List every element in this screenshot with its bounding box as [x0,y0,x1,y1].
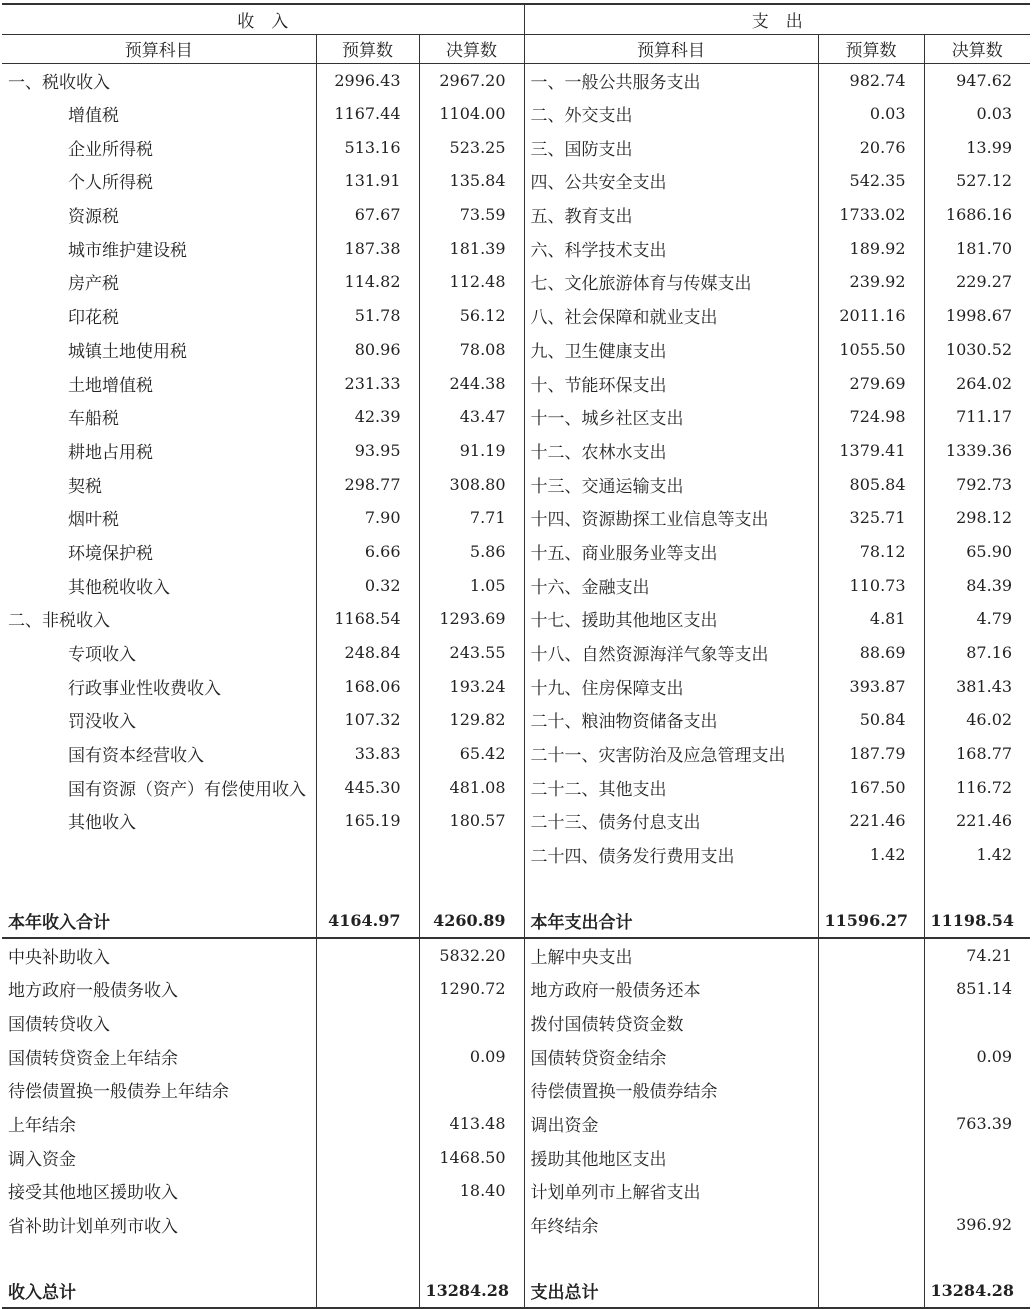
expense-final: 84.39 [966,575,1013,595]
table-row [2,568,1030,602]
table-row [2,333,1030,367]
income-transfer-item: 国债转贷收入 [2,1006,316,1040]
empty-cell [818,1107,924,1141]
spacer-cell [2,1241,316,1274]
income-item: 房产税 [2,265,316,299]
income-budget: 114.82 [316,265,419,299]
income-final: 244.38 [419,366,524,400]
expense-budget: 0.03 [818,97,924,131]
income-budget: 2996.43 [316,63,419,97]
expense-item: 十七、援助其他地区支出 [524,602,818,636]
expense-transfer-item: 援助其他地区支出 [524,1140,818,1174]
table-row [2,299,1030,333]
expense-transfer-item: 待偿债置换一般债券结余 [524,1073,818,1107]
expense-final: 947.62 [956,70,1013,90]
expense-transfer-item: 调出资金 [524,1107,818,1141]
income-transfer-item: 待偿债置换一般债券上年结余 [2,1073,316,1107]
expense-budget: 167.50 [818,770,924,804]
expense-transfer-item: 计划单列市上解省支出 [524,1174,818,1208]
income-transfer-item: 调入资金 [2,1140,316,1174]
income-item: 二、非税收入 [2,602,316,636]
spacer-cell [524,872,818,905]
expense-item: 四、公共安全支出 [524,164,818,198]
expense-transfer-item: 年终结余 [524,1208,818,1242]
empty-cell [818,1006,924,1040]
expense-grand-total-label: 支出总计 [524,1274,818,1308]
expense-item: 十四、资源勘探工业信息等支出 [524,501,818,535]
expense-final: 13.99 [966,137,1013,157]
income-final: 112.48 [419,265,524,299]
income-budget: 445.30 [316,770,419,804]
grand-total-row [2,1274,1030,1308]
table-row [2,804,1030,838]
expense-final: 221.46 [956,811,1013,831]
expense-item: 五、教育支出 [524,198,818,232]
income-transfer-final: 0.09 [419,1039,524,1073]
expense-transfer-item: 地方政府一般债务还本 [524,972,818,1006]
income-budget: 187.38 [316,231,419,265]
income-budget: 7.90 [316,501,419,535]
income-budget: 42.39 [316,400,419,434]
income-budget: 6.66 [316,535,419,569]
income-final: 135.84 [419,164,524,198]
income-final: 243.55 [419,636,524,670]
empty-cell [316,1006,419,1040]
income-budget [316,838,419,872]
annual-total-row [2,905,1030,939]
income-final: 180.57 [419,804,524,838]
income-item: 国有资源（资产）有偿使用收入 [2,770,316,804]
income-final: 1104.00 [419,97,524,131]
income-budget: 131.91 [316,164,419,198]
income-item: 其他税收收入 [2,568,316,602]
expense-transfer-final [924,1174,1030,1208]
income-final [419,838,524,872]
income-budget: 107.32 [316,703,419,737]
income-item: 耕地占用税 [2,434,316,468]
table-row [2,231,1030,265]
expense-budget: 110.73 [818,568,924,602]
spacer-cell [2,872,316,905]
income-final: 181.39 [419,231,524,265]
expense-budget: 221.46 [818,804,924,838]
expense-transfer-final: 0.09 [976,1046,1013,1066]
income-item: 城市维护建设税 [2,231,316,265]
expense-final: 381.43 [956,676,1013,696]
expense-final: 1030.52 [945,339,1013,359]
expense-transfer-final [924,1006,1030,1040]
expense-item: 十九、住房保障支出 [524,669,818,703]
income-budget: 165.19 [316,804,419,838]
table-row [2,838,1030,872]
income-item: 印花税 [2,299,316,333]
income-budget: 168.06 [316,669,419,703]
empty-cell [818,1274,924,1308]
expense-final: 46.02 [966,710,1013,730]
expense-budget-header: 预算数 [818,34,924,63]
expense-final: 1.42 [976,845,1013,865]
expense-budget: 2011.16 [818,299,924,333]
income-budget: 248.84 [316,636,419,670]
expense-total-final: 11198.54 [924,905,1030,939]
table-row [2,400,1030,434]
expense-budget: 4.81 [818,602,924,636]
income-final: 91.19 [419,434,524,468]
expense-item: 二十一、灾害防治及应急管理支出 [524,737,818,771]
expense-item: 二十四、债务发行费用支出 [524,838,818,872]
expense-final-header: 决算数 [924,34,1030,63]
expense-final: 711.17 [956,407,1013,427]
income-item [2,838,316,872]
expense-item: 十五、商业服务业等支出 [524,535,818,569]
expense-item: 七、文化旅游体育与传媒支出 [524,265,818,299]
income-transfer-final: 1468.50 [419,1140,524,1174]
table-row [2,535,1030,569]
expense-final: 4.79 [976,609,1013,629]
expense-final: 792.73 [956,474,1013,494]
income-item: 烟叶税 [2,501,316,535]
expense-item: 二、外交支出 [524,97,818,131]
expense-budget: 189.92 [818,231,924,265]
income-transfer-item: 上年结余 [2,1107,316,1141]
expense-item: 八、社会保障和就业支出 [524,299,818,333]
expense-transfer-final: 396.92 [956,1215,1013,1235]
income-final-header: 决算数 [419,34,524,63]
income-item: 环境保护税 [2,535,316,569]
income-budget: 51.78 [316,299,419,333]
expense-item: 十、节能环保支出 [524,366,818,400]
table-row [2,1140,1030,1174]
income-item: 车船税 [2,400,316,434]
income-transfer-item: 国债转贷资金上年结余 [2,1039,316,1073]
table-row [2,434,1030,468]
expense-final: 65.90 [966,541,1013,561]
income-transfer-item: 中央补助收入 [2,938,316,972]
expense-final: 1686.16 [945,205,1013,225]
table-row [2,972,1030,1006]
expense-section-title: 支 出 [524,4,1030,34]
expense-budget: 1733.02 [818,198,924,232]
expense-transfer-item: 拨付国债转贷资金数 [524,1006,818,1040]
income-item: 一、税收收入 [2,63,316,97]
income-item: 个人所得税 [2,164,316,198]
expense-item: 六、科学技术支出 [524,231,818,265]
table-row [2,1208,1030,1242]
expense-budget: 982.74 [818,63,924,97]
income-final: 129.82 [419,703,524,737]
income-transfer-final: 413.48 [419,1107,524,1141]
spacer-cell [524,1241,818,1274]
empty-cell [818,1073,924,1107]
income-budget: 67.67 [316,198,419,232]
income-item: 企业所得税 [2,130,316,164]
income-transfer-final: 18.40 [419,1174,524,1208]
expense-item: 二十、粮油物资储备支出 [524,703,818,737]
income-budget: 80.96 [316,333,419,367]
income-item: 专项收入 [2,636,316,670]
expense-item: 一、一般公共服务支出 [524,63,818,97]
expense-final: 87.16 [966,643,1013,663]
income-budget-header: 预算数 [316,34,419,63]
income-item: 资源税 [2,198,316,232]
expense-budget: 1379.41 [818,434,924,468]
income-final: 1293.69 [419,602,524,636]
spacer-cell [818,872,924,905]
income-final: 308.80 [419,467,524,501]
table-row [2,366,1030,400]
income-final: 1.05 [419,568,524,602]
income-item: 国有资本经营收入 [2,737,316,771]
expense-budget: 50.84 [818,703,924,737]
table-row [2,97,1030,131]
spacer-cell [924,1241,1030,1274]
income-total-final: 4260.89 [419,905,524,939]
income-budget: 0.32 [316,568,419,602]
expense-final: 0.03 [976,104,1013,124]
income-transfer-item: 地方政府一般债务收入 [2,972,316,1006]
table-row [2,1073,1030,1107]
income-final: 65.42 [419,737,524,771]
income-item: 增值税 [2,97,316,131]
expense-subject-header: 预算科目 [524,34,818,63]
income-final: 5.86 [419,535,524,569]
empty-cell [818,1039,924,1073]
expense-item: 九、卫生健康支出 [524,333,818,367]
income-final: 73.59 [419,198,524,232]
income-transfer-final [419,1073,524,1107]
table-row [2,198,1030,232]
expense-final: 527.12 [956,171,1013,191]
income-budget: 33.83 [316,737,419,771]
table-row [2,164,1030,198]
income-item: 罚没收入 [2,703,316,737]
expense-final: 116.72 [956,777,1013,797]
expense-item: 三、国防支出 [524,130,818,164]
income-final: 78.08 [419,333,524,367]
table-row [2,669,1030,703]
expense-budget: 724.98 [818,400,924,434]
table-row [2,602,1030,636]
empty-cell [316,1274,419,1308]
expense-final: 168.77 [956,744,1013,764]
income-item: 城镇土地使用税 [2,333,316,367]
expense-item: 十八、自然资源海洋气象等支出 [524,636,818,670]
empty-cell [316,1039,419,1073]
empty-cell [818,1208,924,1242]
table-row [2,130,1030,164]
expense-item: 十六、金融支出 [524,568,818,602]
expense-transfer-final [924,1073,1030,1107]
expense-transfer-final [924,1140,1030,1174]
income-transfer-final: 5832.20 [419,938,524,972]
empty-cell [316,1208,419,1242]
income-item: 其他收入 [2,804,316,838]
income-total-budget: 4164.97 [316,905,419,939]
empty-cell [818,1174,924,1208]
expense-budget: 393.87 [818,669,924,703]
expense-total-label: 本年支出合计 [524,905,818,939]
spacer-cell [419,872,524,905]
expense-item: 二十二、其他支出 [524,770,818,804]
table-row [2,501,1030,535]
table-row [2,636,1030,670]
expense-grand-total: 13284.28 [924,1274,1030,1308]
income-final: 481.08 [419,770,524,804]
empty-cell [818,938,924,972]
expense-total-budget: 11596.27 [818,905,924,939]
empty-cell [316,972,419,1006]
expense-item: 十二、农林水支出 [524,434,818,468]
spacer-cell [924,872,1030,905]
income-transfer-item: 接受其他地区援助收入 [2,1174,316,1208]
expense-budget: 20.76 [818,130,924,164]
table-row [2,737,1030,771]
expense-budget: 542.35 [818,164,924,198]
expense-final: 229.27 [956,272,1013,292]
expense-item: 十三、交通运输支出 [524,467,818,501]
income-final: 2967.20 [419,63,524,97]
expense-final: 181.70 [956,238,1013,258]
table-row [2,265,1030,299]
table-row [2,770,1030,804]
expense-budget: 78.12 [818,535,924,569]
income-transfer-final [419,1006,524,1040]
table-row [2,467,1030,501]
income-transfer-final: 1290.72 [419,972,524,1006]
expense-budget: 805.84 [818,467,924,501]
expense-final: 1339.36 [945,440,1013,460]
spacer-cell [316,1241,419,1274]
expense-budget: 1055.50 [818,333,924,367]
expense-transfer-item: 上解中央支出 [524,938,818,972]
empty-cell [316,1140,419,1174]
expense-item: 二十三、债务付息支出 [524,804,818,838]
table-row [2,63,1030,97]
spacer-cell [316,872,419,905]
income-section-title: 收 入 [2,4,524,34]
income-budget: 93.95 [316,434,419,468]
expense-budget: 1.42 [818,838,924,872]
income-budget: 1167.44 [316,97,419,131]
empty-cell [316,1107,419,1141]
income-final: 43.47 [419,400,524,434]
table-row [2,1039,1030,1073]
expense-budget: 279.69 [818,366,924,400]
expense-final: 264.02 [956,373,1013,393]
expense-final: 298.12 [956,508,1013,528]
expense-item: 十一、城乡社区支出 [524,400,818,434]
expense-transfer-final: 763.39 [956,1113,1013,1133]
income-final: 523.25 [419,130,524,164]
income-budget: 298.77 [316,467,419,501]
income-final: 193.24 [419,669,524,703]
income-budget: 231.33 [316,366,419,400]
income-grand-total: 13284.28 [419,1274,524,1308]
income-transfer-final [419,1208,524,1242]
income-item: 行政事业性收费收入 [2,669,316,703]
expense-budget: 239.92 [818,265,924,299]
income-final: 7.71 [419,501,524,535]
empty-cell [818,1140,924,1174]
empty-cell [316,938,419,972]
expense-budget: 187.79 [818,737,924,771]
expense-budget: 88.69 [818,636,924,670]
income-final: 56.12 [419,299,524,333]
income-subject-header: 预算科目 [2,34,316,63]
table-row [2,1174,1030,1208]
table-row [2,1107,1030,1141]
table-row [2,1006,1030,1040]
expense-transfer-final: 851.14 [956,979,1013,999]
budget-table [2,3,1030,1309]
income-grand-total-label: 收入总计 [2,1274,316,1308]
spacer-cell [818,1241,924,1274]
income-total-label: 本年收入合计 [2,905,316,939]
table-row [2,938,1030,972]
spacer-cell [419,1241,524,1274]
expense-final: 1998.67 [945,306,1013,326]
expense-transfer-item: 国债转贷资金结余 [524,1039,818,1073]
expense-transfer-final: 74.21 [966,946,1013,966]
income-budget: 513.16 [316,130,419,164]
empty-cell [316,1174,419,1208]
income-transfer-item: 省补助计划单列市收入 [2,1208,316,1242]
empty-cell [316,1073,419,1107]
expense-budget: 325.71 [818,501,924,535]
income-item: 契税 [2,467,316,501]
empty-cell [818,972,924,1006]
table-row [2,703,1030,737]
income-budget: 1168.54 [316,602,419,636]
income-item: 土地增值税 [2,366,316,400]
